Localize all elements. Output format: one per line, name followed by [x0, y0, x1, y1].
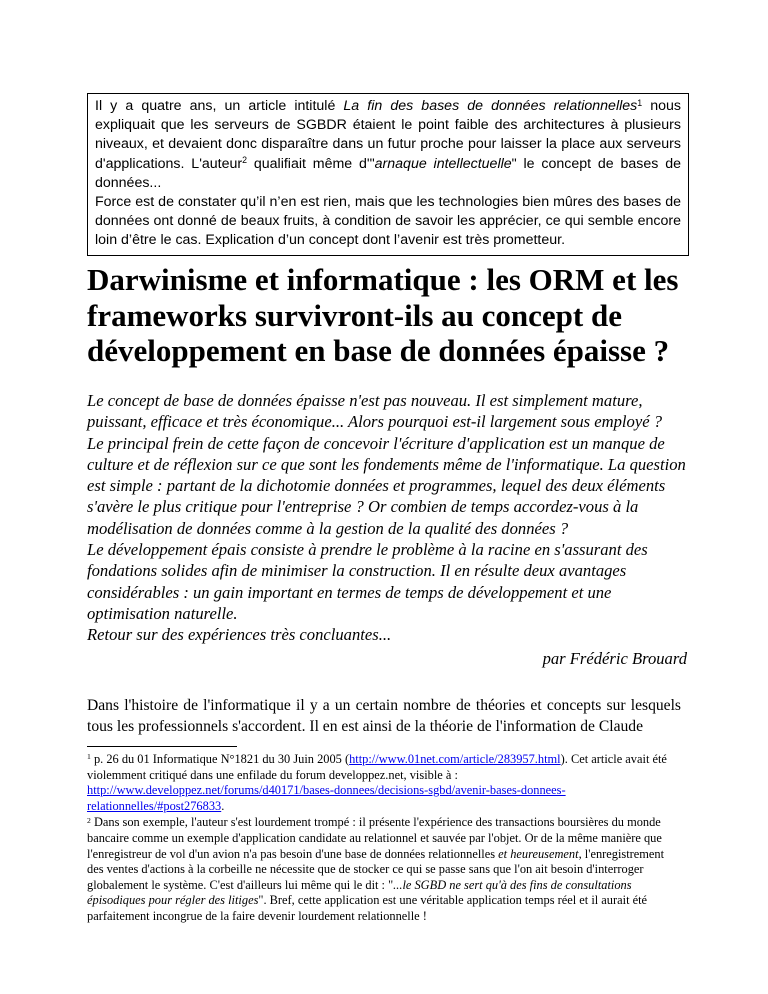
footnote-link[interactable]: http://www.developpez.net/forums/d40171/bases-donnees/decisions-sgbd/avenir-bases-donnees-relationnelles/#post276833 — [87, 783, 566, 813]
body-paragraph: Dans l'histoire de l'informatique il y a un certain nombre de théories et concepts sur lesquels tous les professionnels s'accordent. Il en est ainsi de la théorie de l'information de Claude — [87, 697, 681, 735]
abstract-paragraph-2: Force est de constater qu’il n’en est rien, mais que les technologies bien mûres des bases de données ont donné de beaux fruits, à condition de savoir les apprécier, ce qui semble encore loin d’être le cas. Explication d’un concept dont l’avenir est très prometteur. — [95, 194, 681, 249]
abstract-text: nous expliquait que les serveurs de SGBDR étaient le point faible des architectures à plusieurs niveaux, et devaient donc disparaître dans un futur proche pour laisser la place aux serveurs d'applications. L'auteur — [95, 98, 681, 172]
lead-paragraph-3: Le développement épais consiste à prendre le problème à la racine en s'assurant des fondations solides afin de minimiser la construction. Il en résulte deux avantages considérables : un gain important en termes de temps de développement et une optimisation naturelle. — [87, 540, 648, 623]
lead-paragraph-2: Le principal frein de cette façon de concevoir l'écriture d'application est un manque de culture et de réflexion sur ce que sont les fondements même de l'informatique. La question est simple : partant de la dichotomie données et programmes, lequel des deux éléments s'avère le plus critique pour l'entreprise ? Or combien de temps accordez-vous à la modélisation de données comme à la gestion de la qualité des données ? — [87, 433, 686, 538]
cited-article-title: La fin des bases de données relationnelles — [343, 98, 638, 114]
footnote-text: ). Cet article avait été violemment critiqué dans une enfilade du forum developpez.net, visible à : — [87, 752, 667, 782]
footnote-number: 2 — [87, 815, 91, 825]
abstract-text: Il y a quatre ans, un article intitulé — [95, 98, 344, 114]
footnote-link[interactable]: http://www.01net.com/article/283957.html — [349, 752, 561, 766]
author-byline: par Frédéric Brouard — [542, 648, 687, 668]
lead-paragraph-4: Retour sur des expériences très concluantes... — [87, 625, 392, 645]
footnote-1 — [87, 752, 683, 814]
abstract-paragraph-1 — [95, 97, 681, 193]
abstract-box — [87, 93, 689, 256]
abstract-text: " le concept de bases de données... — [95, 155, 681, 191]
footnote-ref-2[interactable]: 2 — [242, 155, 248, 166]
footnote-text: Dans son exemple, l'auteur s'est lourdement trompé : il présente l'expérience des transactions boursières du monde bancaire comme un exemple d'application candidate au relationnel et sauvée par l'objet. Or de la même manière que l'enregistreur de vol d'un avion n'a pas besoin d'une base de données relationnelles — [87, 815, 662, 861]
footnote-separator — [87, 746, 237, 747]
footnote-ref-1[interactable]: 1 — [637, 97, 643, 108]
footnotes — [87, 752, 683, 926]
lead-paragraph-1: Le concept de base de données épaisse n'est pas nouveau. Il est simplement mature, puissant, efficace et très économique... Alors pourquoi est-il largement sous employé ? — [87, 391, 663, 432]
footnote-text: . — [221, 798, 225, 813]
quoted-phrase: arnaque intellectuelle — [374, 155, 512, 172]
article-title: Darwinisme et informatique : les ORM et les frameworks survivront-ils au concept de développement en base de données épaisse ? — [87, 262, 679, 368]
footnote-number: 1 — [87, 752, 91, 762]
footnote-emphasis: et heureusement — [498, 846, 579, 861]
abstract-text: qualifiait même d'" — [247, 155, 375, 172]
footnote-text: , l'enregistrement des ventes d'actions à la corbeille ne nécessite que de stocker ce qui se passe sans que l'on ait besoin d'interroger globalement le système. C'est d'ailleurs lui même qui le dit : " — [87, 846, 665, 892]
footnote-text: p. 26 du 01 Informatique N°1821 du 30 Juin 2005 ( — [90, 752, 350, 766]
footnote-text: ". Bref, cette application est une véritable application temps réel et il aurait été parfaitement incongrue de la faire devenir lourdement relationnelle ! — [87, 893, 648, 923]
article-lead — [87, 390, 687, 669]
footnote-quote: ...le SGBD ne sert qu'à des fins de consultations épisodiques pour régler des litiges — [87, 877, 632, 908]
footnote-2 — [87, 815, 683, 924]
